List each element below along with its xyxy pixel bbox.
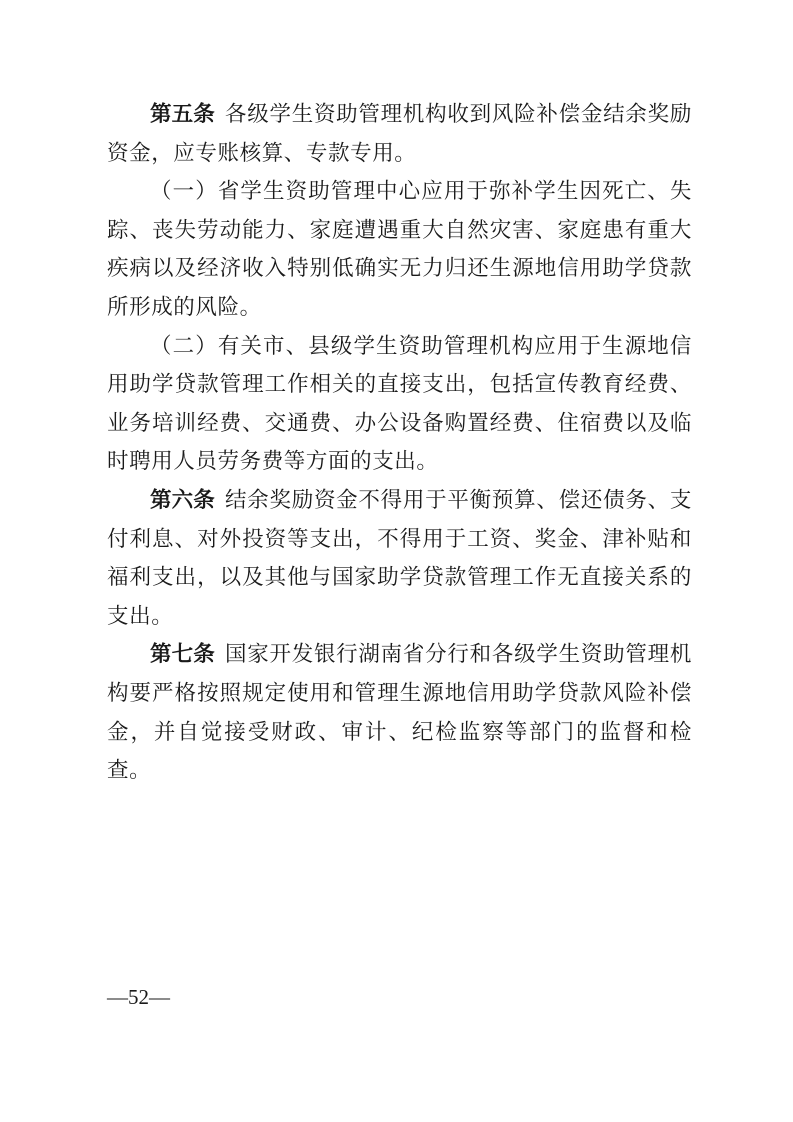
article-5-item-1-text: （一）省学生资助管理中心应用于弥补学生因死亡、失踪、丧失劳动能力、家庭遭遇重大自然灾害、家庭患有重大疾病以及经济收入特别低确实无力归还生源地信用助学贷款所形成的风险。 <box>107 179 692 320</box>
article-text-5: 各级学生资助管理机构收到风险补偿金结余奖励资金，应专账核算、专款专用。 <box>107 102 692 166</box>
article-title-5: 第五条 <box>150 102 215 127</box>
article-paragraph-5 <box>107 96 692 173</box>
article-5-item-1-paragraph <box>107 173 692 327</box>
page-number: —52— <box>107 985 170 1009</box>
article-paragraph-6 <box>107 482 692 636</box>
article-title-6: 第六条 <box>150 487 215 513</box>
article-text-7: 国家开发银行湖南省分行和各级学生资助管理机构要严格按照规定使用和管理生源地信用助学贷款风险补偿金，并自觉接受财政、审计、纪检监察等部门的监督和检查。 <box>107 642 692 784</box>
document-body <box>107 96 692 791</box>
article-5-item-2-paragraph <box>107 328 692 482</box>
article-5-item-2-text: （二）有关市、县级学生资助管理机构应用于生源地信用助学贷款管理工作相关的直接支出，包括宣传教育经费、业务培训经费、交通费、办公设备购置经费、住宿费以及临时聘用人员劳务费等方面的支出。 <box>107 333 692 475</box>
article-title-7: 第七条 <box>150 642 215 668</box>
article-text-6: 结余奖励资金不得用于平衡预算、偿还债务、支付利息、对外投资等支出，不得用于工资、奖金、津补贴和福利支出，以及其他与国家助学贷款管理工作无直接关系的支出。 <box>107 487 692 629</box>
article-paragraph-7 <box>107 636 692 790</box>
